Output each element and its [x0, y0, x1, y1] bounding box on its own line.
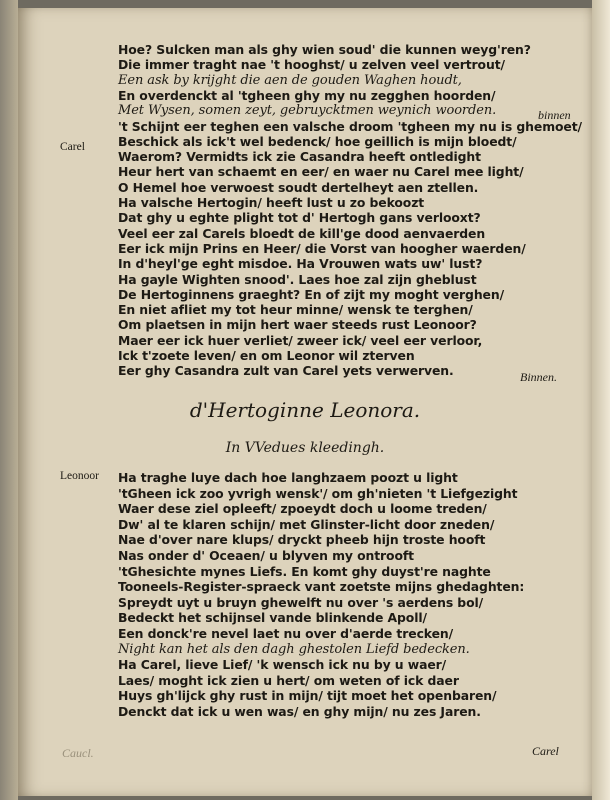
catchword: Carel — [532, 744, 559, 758]
verse-line: Die immer traght nae 't hooghst/ u zelven veel vertrout/ — [118, 57, 505, 73]
verse-line: Bedeckt het schijnsel vande blinkende Apoll/ — [118, 610, 427, 626]
verse-line: Laes/ moght ick zien u hert/ om weten of ick daer — [118, 672, 459, 688]
verse-line: Waerom? Vermidts ick zie Casandra heeft ontledight — [118, 149, 481, 165]
verse-line: Ha valsche Hertogin/ heeft lust u zo bekoozt — [118, 195, 425, 210]
verse-line: Tooneels-Register-spraeck vant zoetste mijns ghedaghten: — [118, 579, 525, 595]
verse-line: Spreydt uyt u bruyn ghewelft nu over 's aerdens bol/ — [118, 594, 484, 610]
verse-line: Nas onder d' Oceaen/ u blyven my ontrooft — [118, 548, 414, 563]
verse-line: Nae d'over nare klups/ dryckt pheeb hijn troste hooft — [118, 532, 486, 548]
verse-line: Maer eer ick huer verliet/ zweer ick/ veel eer verloor, — [118, 332, 483, 348]
verse-line: Night kan het als den dagh ghestolen Liefd bedecken. — [118, 641, 470, 657]
verse-line: Hoe? Sulcken man als ghy wien soud' die kunnen weyg'ren? — [118, 42, 531, 57]
stage-direction-binnen-exit: Binnen. — [520, 370, 557, 384]
signature-mark: Caucl. — [62, 746, 94, 760]
verse-line: Eer ick mijn Prins en Heer/ die Vorst van hoogher waerden/ — [118, 240, 526, 256]
verse-line: En overdenckt al 'tgheen ghy my nu zegghen hoorden/ — [118, 87, 496, 103]
verse-line: De Hertoginnens graeght? En of zijt my moght verghen/ — [118, 286, 504, 302]
verse-line: Heur hert van schaemt en eer/ en waer nu Carel mee light/ — [118, 164, 524, 180]
verse-line: Eer ghy Casandra zult van Carel yets verwerven. — [118, 363, 454, 379]
next-page-edge — [592, 0, 610, 800]
verse-line: Een ask by krijght die aen de gouden Waghen houdt, — [118, 72, 462, 88]
stage-direction-binnen: binnen — [538, 108, 571, 122]
verse-line: Een donck're nevel laet nu over d'aerde trecken/ — [118, 626, 454, 641]
speaker-label-leonoor: Leonoor — [60, 470, 99, 482]
verse-line: Denckt dat ick u wen was/ en ghy mijn/ nu zes Jaren. — [118, 704, 481, 719]
verse-line: In d'heyl'ge eght misdoe. Ha Vrouwen wats uw' lust? — [118, 256, 483, 272]
verse-line: Ha Carel, lieve Lief/ 'k wensch ick nu by u waer/ — [118, 657, 447, 673]
verse-line: Om plaetsen in mijn hert waer steeds rust Leonoor? — [118, 317, 477, 333]
verse-line: Met Wysen, somen zeyt, gebruycktmen weynich woorden. — [118, 103, 497, 119]
verse-line: Dat ghy u eghte plight tot d' Hertogh gans verlooxt? — [118, 210, 481, 226]
previous-page-edge — [0, 0, 18, 800]
verse-line: Veel eer zal Carels bloedt de kill'ge dood aenvaerden — [118, 225, 486, 241]
verse-line: Ick t'zoete leven/ en om Leonor wil zterven — [118, 348, 415, 363]
verse-line: Waer dese ziel opleeft/ zpoeydt doch u loome treden/ — [118, 501, 487, 517]
verse-line: 'tGheen ick zoo yvrigh wensk'/ om gh'nieten 't Liefgezight — [118, 485, 518, 501]
book-page — [18, 8, 592, 796]
scene-heading: d'Hertoginne Leonora. — [189, 398, 421, 422]
verse-line: En niet afliet my tot heur minne/ wensk te terghen/ — [118, 302, 473, 318]
verse-line: Dw' al te klaren schijn/ met Glinster-licht door zneden/ — [118, 516, 495, 532]
verse-line: O Hemel hoe verwoest soudt dertelheyt aen ztellen. — [118, 179, 479, 195]
speaker-label-carel: Carel — [60, 141, 85, 153]
scene-subheading: In VVedues kleedingh. — [225, 440, 385, 456]
verse-line: Huys gh'lijck ghy rust in mijn/ tijt moet het openbaren/ — [118, 688, 497, 704]
verse-line: 'tGhesichte mynes Liefs. En komt ghy duyst're naghte — [118, 563, 491, 579]
verse-line: Beschick als ick't wel bedenck/ hoe geillich is mijn bloedt/ — [118, 133, 517, 149]
verse-line: Ha gayle Wighten snood'. Laes hoe zal zijn gheblust — [118, 271, 477, 287]
verse-line: 't Schijnt eer teghen een valsche droom 'tgheen my nu is ghemoet/ — [118, 118, 582, 134]
verse-line: Ha traghe luye dach hoe langhzaem poozt u light — [118, 470, 458, 485]
